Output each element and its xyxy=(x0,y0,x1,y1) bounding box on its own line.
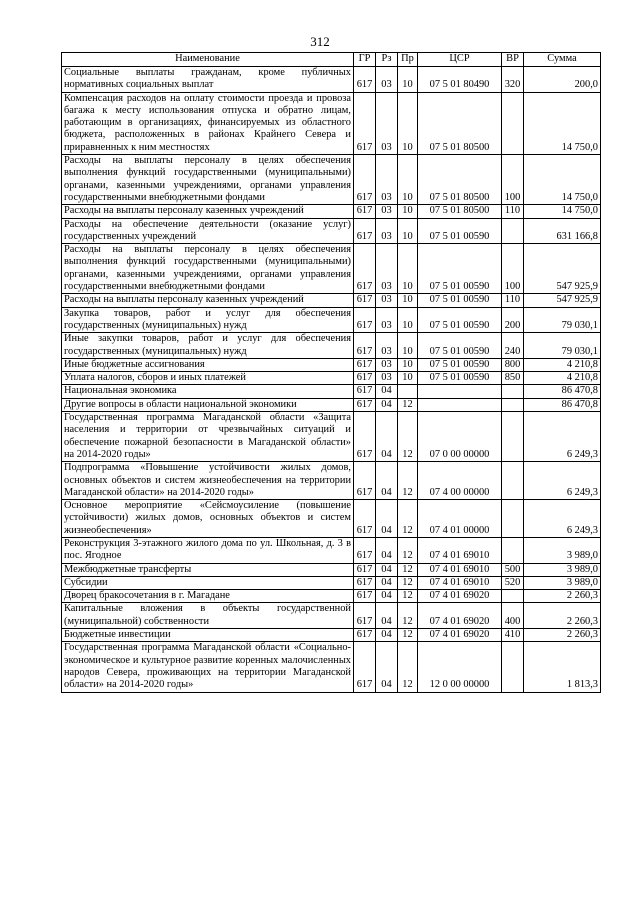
table-row xyxy=(62,205,601,218)
cell-vr: 320 xyxy=(502,67,524,93)
cell-gr: 617 xyxy=(354,155,376,205)
page-number: 312 xyxy=(310,34,330,49)
cell-rz: 04 xyxy=(376,642,398,692)
cell-rz: 04 xyxy=(376,500,398,538)
cell-pr: 12 xyxy=(398,629,418,642)
cell-name: Закупка товаров, работ и услуг для обеспечения государственных (муниципальных) нужд xyxy=(62,307,354,333)
cell-csr: 07 4 01 69020 xyxy=(418,629,502,642)
cell-name: Иные закупки товаров, работ и услуг для обеспечения государственных (муниципальных) нужд xyxy=(62,333,354,359)
table-row xyxy=(62,155,601,205)
cell-csr: 07 5 01 80490 xyxy=(418,67,502,93)
cell-sum: 3 989,0 xyxy=(524,563,601,576)
budget-table xyxy=(61,52,601,693)
cell-sum: 14 750,0 xyxy=(524,92,601,154)
cell-vr: 110 xyxy=(502,205,524,218)
table-row xyxy=(62,244,601,294)
cell-csr: 12 0 00 00000 xyxy=(418,642,502,692)
cell-gr: 617 xyxy=(354,563,376,576)
cell-pr: 12 xyxy=(398,563,418,576)
cell-csr: 07 5 01 80500 xyxy=(418,92,502,154)
cell-rz: 04 xyxy=(376,603,398,629)
cell-vr: 240 xyxy=(502,333,524,359)
cell-pr: 10 xyxy=(398,244,418,294)
cell-vr xyxy=(502,590,524,603)
cell-rz: 03 xyxy=(376,372,398,385)
cell-gr: 617 xyxy=(354,385,376,398)
cell-name: Компенсация расходов на оплату стоимости проезда и провоза багажа к месту использования отпуска и обратно лицам, работающим в организациях, финансируемых из областного бюджета, расположенных в районах Крайнего Севера и приравненных к ним местностях xyxy=(62,92,354,154)
table-row xyxy=(62,333,601,359)
table-row xyxy=(62,629,601,642)
cell-sum: 14 750,0 xyxy=(524,205,601,218)
cell-vr: 400 xyxy=(502,603,524,629)
cell-pr: 10 xyxy=(398,92,418,154)
cell-sum: 200,0 xyxy=(524,67,601,93)
cell-pr: 12 xyxy=(398,398,418,411)
cell-name: Подпрограмма «Повышение устойчивости жилых домов, основных объектов и систем жизнеобеспечения на территории Магаданской области» на 2014-2020 годы» xyxy=(62,462,354,500)
cell-gr: 617 xyxy=(354,462,376,500)
table-row xyxy=(62,385,601,398)
cell-sum: 86 470,8 xyxy=(524,385,601,398)
cell-name: Государственная программа Магаданской области «Защита населения и территории от чрезвычайных ситуаций и обеспечение пожарной безопасности в Магаданской области» на 2014-2020 годы» xyxy=(62,412,354,462)
cell-csr: 07 4 01 69020 xyxy=(418,590,502,603)
cell-sum: 6 249,3 xyxy=(524,462,601,500)
cell-vr xyxy=(502,462,524,500)
header-vr: ВР xyxy=(502,53,524,67)
cell-csr: 07 5 01 00590 xyxy=(418,358,502,371)
cell-name: Капитальные вложения в объекты государственной (муниципальной) собственности xyxy=(62,603,354,629)
cell-vr: 200 xyxy=(502,307,524,333)
cell-sum: 14 750,0 xyxy=(524,155,601,205)
cell-csr: 07 4 01 69010 xyxy=(418,563,502,576)
cell-gr: 617 xyxy=(354,294,376,307)
cell-name: Расходы на выплаты персоналу казенных учреждений xyxy=(62,294,354,307)
table-row xyxy=(62,398,601,411)
cell-sum: 1 813,3 xyxy=(524,642,601,692)
table-row xyxy=(62,576,601,589)
cell-vr xyxy=(502,500,524,538)
table-row xyxy=(62,462,601,500)
cell-vr: 110 xyxy=(502,294,524,307)
cell-csr: 07 4 01 69010 xyxy=(418,576,502,589)
table-row xyxy=(62,358,601,371)
cell-csr: 07 4 01 69020 xyxy=(418,603,502,629)
cell-vr: 800 xyxy=(502,358,524,371)
cell-name: Уплата налогов, сборов и иных платежей xyxy=(62,372,354,385)
cell-name: Расходы на выплаты персоналу казенных учреждений xyxy=(62,205,354,218)
cell-gr: 617 xyxy=(354,412,376,462)
cell-sum: 2 260,3 xyxy=(524,590,601,603)
cell-vr: 850 xyxy=(502,372,524,385)
cell-rz: 04 xyxy=(376,590,398,603)
cell-gr: 617 xyxy=(354,218,376,244)
cell-name: Бюджетные инвестиции xyxy=(62,629,354,642)
cell-csr: 07 5 01 00590 xyxy=(418,333,502,359)
cell-rz: 03 xyxy=(376,218,398,244)
cell-gr: 617 xyxy=(354,642,376,692)
cell-name: Другие вопросы в области национальной экономики xyxy=(62,398,354,411)
cell-pr: 12 xyxy=(398,642,418,692)
cell-vr xyxy=(502,412,524,462)
cell-sum: 79 030,1 xyxy=(524,307,601,333)
cell-name: Расходы на выплаты персоналу в целях обеспечения выполнения функций государственными (муниципальными) органами, казенными учреждениями, органами управления государственными внебюджетными фондами xyxy=(62,155,354,205)
table-row xyxy=(62,500,601,538)
cell-sum: 2 260,3 xyxy=(524,629,601,642)
cell-sum: 4 210,8 xyxy=(524,358,601,371)
cell-name: Национальная экономика xyxy=(62,385,354,398)
cell-csr: 07 5 01 00590 xyxy=(418,294,502,307)
cell-rz: 04 xyxy=(376,563,398,576)
cell-gr: 617 xyxy=(354,358,376,371)
cell-pr: 12 xyxy=(398,537,418,563)
header-gr: ГР xyxy=(354,53,376,67)
table-row xyxy=(62,372,601,385)
cell-sum: 547 925,9 xyxy=(524,244,601,294)
cell-vr xyxy=(502,385,524,398)
cell-rz: 04 xyxy=(376,398,398,411)
cell-pr: 10 xyxy=(398,358,418,371)
cell-csr: 07 4 01 00000 xyxy=(418,500,502,538)
cell-sum: 547 925,9 xyxy=(524,294,601,307)
cell-rz: 03 xyxy=(376,205,398,218)
cell-vr: 100 xyxy=(502,155,524,205)
header-rz: Рз xyxy=(376,53,398,67)
cell-gr: 617 xyxy=(354,537,376,563)
table-body xyxy=(62,67,601,693)
cell-sum: 86 470,8 xyxy=(524,398,601,411)
cell-gr: 617 xyxy=(354,67,376,93)
cell-sum: 3 989,0 xyxy=(524,537,601,563)
cell-vr xyxy=(502,218,524,244)
cell-csr: 07 5 01 00590 xyxy=(418,307,502,333)
cell-rz: 03 xyxy=(376,244,398,294)
cell-pr: 10 xyxy=(398,372,418,385)
cell-rz: 03 xyxy=(376,307,398,333)
cell-name: Расходы на обеспечение деятельности (оказание услуг) государственных учреждений xyxy=(62,218,354,244)
cell-gr: 617 xyxy=(354,576,376,589)
table-row xyxy=(62,412,601,462)
cell-vr xyxy=(502,92,524,154)
cell-csr: 07 4 00 00000 xyxy=(418,462,502,500)
cell-rz: 03 xyxy=(376,92,398,154)
cell-pr: 12 xyxy=(398,500,418,538)
cell-sum: 6 249,3 xyxy=(524,412,601,462)
table-row xyxy=(62,642,601,692)
cell-vr: 410 xyxy=(502,629,524,642)
header-name: Наименование xyxy=(62,53,354,67)
cell-pr: 10 xyxy=(398,67,418,93)
table-row xyxy=(62,603,601,629)
cell-csr: 07 5 01 80500 xyxy=(418,205,502,218)
cell-vr: 100 xyxy=(502,244,524,294)
cell-gr: 617 xyxy=(354,629,376,642)
cell-pr: 12 xyxy=(398,462,418,500)
cell-pr xyxy=(398,385,418,398)
table-row xyxy=(62,590,601,603)
cell-rz: 04 xyxy=(376,412,398,462)
cell-pr: 12 xyxy=(398,576,418,589)
cell-vr xyxy=(502,642,524,692)
cell-gr: 617 xyxy=(354,398,376,411)
table-row xyxy=(62,92,601,154)
cell-csr: 07 5 01 80500 xyxy=(418,155,502,205)
cell-gr: 617 xyxy=(354,333,376,359)
cell-rz: 03 xyxy=(376,333,398,359)
cell-pr: 12 xyxy=(398,603,418,629)
cell-csr xyxy=(418,385,502,398)
cell-csr: 07 5 01 00590 xyxy=(418,218,502,244)
cell-sum: 79 030,1 xyxy=(524,333,601,359)
cell-rz: 04 xyxy=(376,629,398,642)
cell-name: Межбюджетные трансферты xyxy=(62,563,354,576)
cell-sum: 6 249,3 xyxy=(524,500,601,538)
cell-gr: 617 xyxy=(354,372,376,385)
cell-sum: 2 260,3 xyxy=(524,603,601,629)
cell-vr xyxy=(502,537,524,563)
cell-rz: 04 xyxy=(376,537,398,563)
cell-gr: 617 xyxy=(354,244,376,294)
cell-sum: 4 210,8 xyxy=(524,372,601,385)
cell-pr: 10 xyxy=(398,307,418,333)
table-header-row xyxy=(62,53,601,67)
cell-rz: 04 xyxy=(376,462,398,500)
table-row xyxy=(62,307,601,333)
cell-rz: 03 xyxy=(376,294,398,307)
cell-name: Дворец бракосочетания в г. Магадане xyxy=(62,590,354,603)
cell-pr: 10 xyxy=(398,218,418,244)
cell-vr: 520 xyxy=(502,576,524,589)
cell-vr xyxy=(502,398,524,411)
cell-csr: 07 0 00 00000 xyxy=(418,412,502,462)
cell-name: Субсидии xyxy=(62,576,354,589)
cell-csr: 07 5 01 00590 xyxy=(418,244,502,294)
cell-name: Расходы на выплаты персоналу в целях обеспечения выполнения функций государственными (муниципальными) органами, казенными учреждениями, органами управления государственными внебюджетными фондами xyxy=(62,244,354,294)
cell-name: Иные бюджетные ассигнования xyxy=(62,358,354,371)
cell-name: Социальные выплаты гражданам, кроме публичных нормативных социальных выплат xyxy=(62,67,354,93)
cell-rz: 04 xyxy=(376,576,398,589)
cell-pr: 12 xyxy=(398,590,418,603)
cell-rz: 03 xyxy=(376,67,398,93)
cell-rz: 04 xyxy=(376,385,398,398)
cell-gr: 617 xyxy=(354,590,376,603)
cell-pr: 12 xyxy=(398,412,418,462)
cell-gr: 617 xyxy=(354,500,376,538)
table-row xyxy=(62,218,601,244)
table-row xyxy=(62,537,601,563)
cell-sum: 3 989,0 xyxy=(524,576,601,589)
cell-csr: 07 5 01 00590 xyxy=(418,372,502,385)
header-sum: Сумма xyxy=(524,53,601,67)
cell-gr: 617 xyxy=(354,92,376,154)
cell-pr: 10 xyxy=(398,205,418,218)
cell-name: Реконструкция 3-этажного жилого дома по ул. Школьная, д. 3 в пос. Ягодное xyxy=(62,537,354,563)
header-pr: Пр xyxy=(398,53,418,67)
header-csr: ЦСР xyxy=(418,53,502,67)
cell-name: Государственная программа Магаданской области «Социально-экономическое и культурное развитие коренных малочисленных народов Севера, проживающих на территории Магаданской области» на 2014-2020 годы» xyxy=(62,642,354,692)
cell-name: Основное мероприятие «Сейсмоусиление (повышение устойчивости) жилых домов, основных объектов и систем жизнеобеспечения» xyxy=(62,500,354,538)
cell-vr: 500 xyxy=(502,563,524,576)
cell-rz: 03 xyxy=(376,358,398,371)
cell-gr: 617 xyxy=(354,603,376,629)
cell-rz: 03 xyxy=(376,155,398,205)
cell-pr: 10 xyxy=(398,155,418,205)
cell-csr: 07 4 01 69010 xyxy=(418,537,502,563)
table-row xyxy=(62,67,601,93)
cell-sum: 631 166,8 xyxy=(524,218,601,244)
cell-pr: 10 xyxy=(398,333,418,359)
cell-csr xyxy=(418,398,502,411)
table-row xyxy=(62,563,601,576)
cell-pr: 10 xyxy=(398,294,418,307)
table-row xyxy=(62,294,601,307)
cell-gr: 617 xyxy=(354,205,376,218)
cell-gr: 617 xyxy=(354,307,376,333)
